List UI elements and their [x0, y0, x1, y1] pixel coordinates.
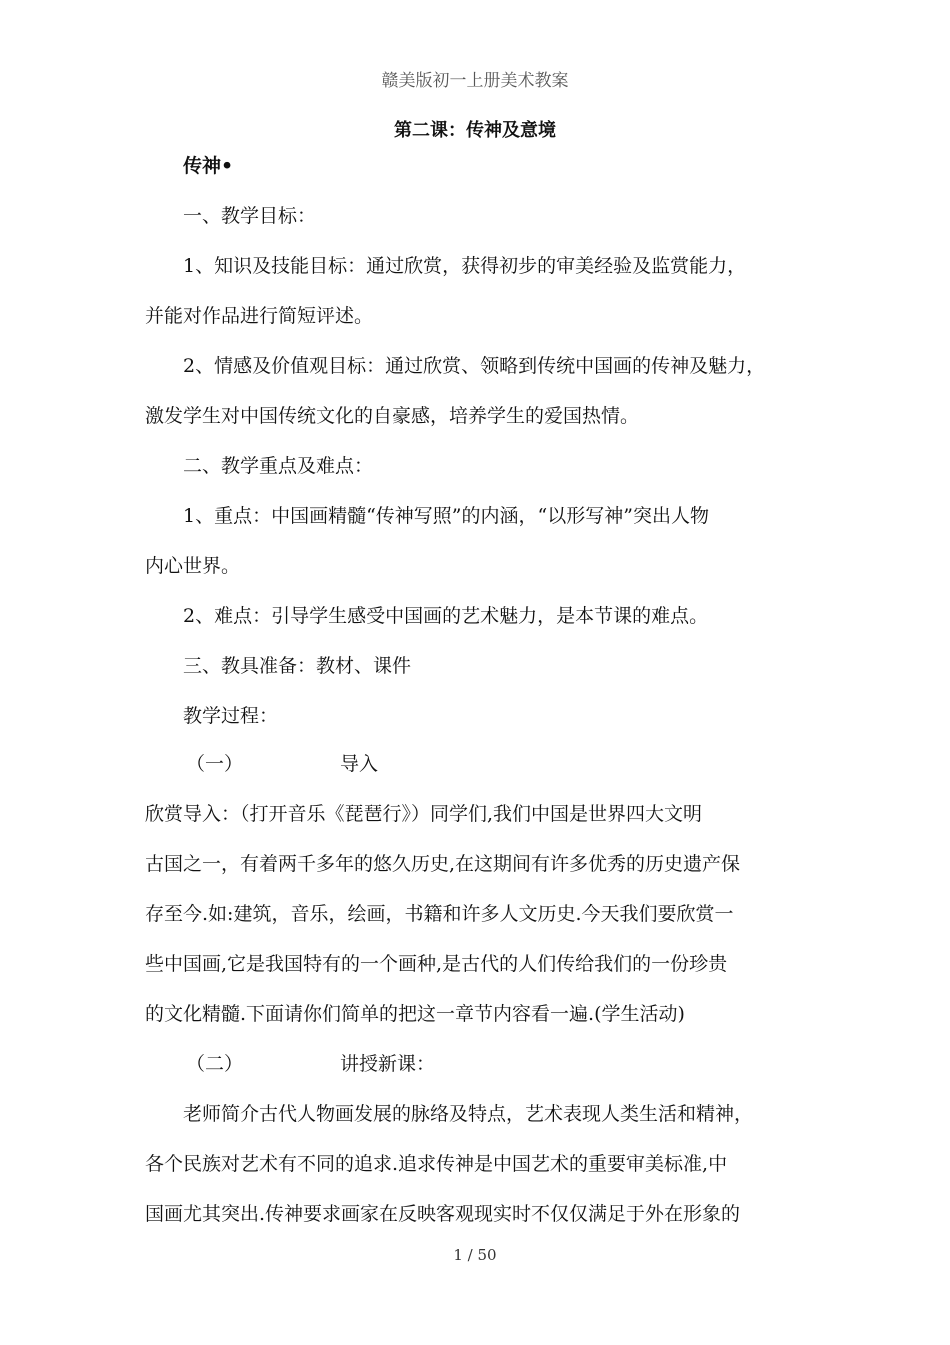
objective-2-line-1: 2、情感及价值观目标：通过欣赏、领略到传统中国画的传神及魅力，: [183, 355, 766, 377]
teach-line-3: 国画尤其突出.传神要求画家在反映客观现实时不仅仅满足于外在形象的: [145, 1203, 741, 1225]
document-header: 赣美版初一上册美术教案: [381, 71, 569, 91]
teach-line-2: 各个民族对艺术有不同的追求.追求传神是中国艺术的重要审美标准,中: [145, 1153, 728, 1175]
section-heading: 传神•: [183, 155, 234, 177]
intro-line-2: 古国之一，有着两千多年的悠久历史,在这期间有许多优秀的历史遗产保: [145, 853, 741, 875]
lesson-title: 第二课：传神及意境: [394, 120, 556, 141]
keypoint-1-line-2: 内心世界。: [145, 555, 241, 577]
keypoint-2: 2、难点：引导学生感受中国画的艺术魅力，是本节课的难点。: [183, 605, 709, 627]
keypoints-heading: 二、教学重点及难点：: [183, 455, 374, 477]
intro-line-4: 些中国画,它是我国特有的一个画种,是古代的人们传给我们的一份珍贵: [145, 953, 728, 975]
intro-line-3: 存至今.如:建筑，音乐，绘画，书籍和许多人文历史.今天我们要欣赏一: [145, 903, 734, 925]
objectives-heading: 一、教学目标：: [183, 205, 317, 227]
objective-1-line-2: 并能对作品进行简短评述。: [145, 305, 374, 327]
step-1-number: （一）: [186, 753, 244, 775]
step-2-label: 讲授新课：: [340, 1053, 436, 1075]
step-1-label: 导入: [340, 753, 379, 775]
objective-2-line-2: 激发学生对中国传统文化的自豪感，培养学生的爱国热情。: [145, 405, 640, 427]
keypoint-1-line-1: 1、重点：中国画精髓“传神写照”的内涵，“以形写神”突出人物: [183, 505, 709, 527]
step-2-number: （二）: [186, 1053, 244, 1075]
process-heading: 教学过程：: [183, 705, 279, 727]
intro-line-1: 欣赏导入：（打开音乐《琵琶行》）同学们,我们中国是世界四大文明: [145, 803, 703, 825]
teach-line-1: 老师简介古代人物画发展的脉络及特点，艺术表现人类生活和精神，: [183, 1103, 754, 1125]
page-number: 1 / 50: [453, 1246, 497, 1264]
objective-1-line-1: 1、知识及技能目标：通过欣赏，获得初步的审美经验及监赏能力，: [183, 255, 747, 277]
intro-line-5: 的文化精髓.下面请你们简单的把这一章节内容看一遍.(学生活动): [145, 1003, 685, 1025]
teaching-tools: 三、教具准备：教材、课件: [183, 655, 412, 677]
